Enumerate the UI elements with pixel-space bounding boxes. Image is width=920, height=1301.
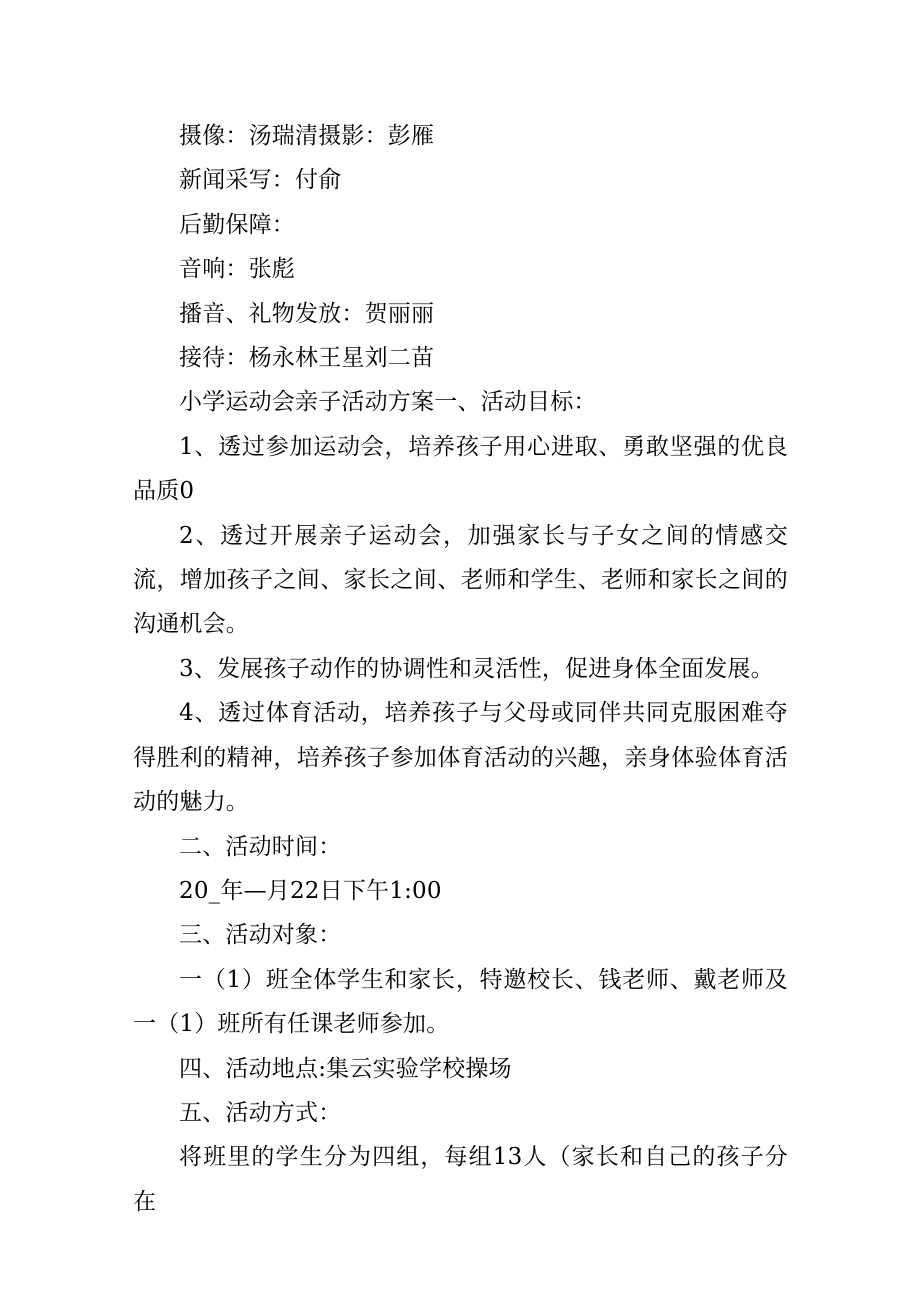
- paragraph-participants: 一（1）班全体学生和家长，特邀校长、钱老师、戴老师及一（1）班所有任课老师参加。: [133, 966, 788, 1038]
- paragraph-goal-2: 2、透过开展亲子运动会，加强家长与子女之间的情感交流，增加孩子之间、家长之间、老师和学生、老师和家长之间的沟通机会。: [133, 522, 788, 638]
- paragraph-participants-heading: 三、活动对象：: [179, 922, 342, 949]
- paragraph-method-heading: 五、活动方式：: [179, 1099, 342, 1126]
- paragraph-goal-4: 4、透过体育活动，培养孩子与父母或同伴共同克服困难夺得胜利的精神，培养孩子参加体育活动的兴趣，亲身体验体育活动的魅力。: [133, 700, 788, 816]
- document-body: [133, 114, 788, 1224]
- paragraph-method: 将班里的学生分为四组，每组13人（家长和自己的孩子分在: [133, 1144, 788, 1215]
- paragraph-audio: 音响：张彪: [179, 256, 295, 283]
- paragraph-news-writing: 新闻采写：付俞: [179, 167, 342, 194]
- paragraph-time: 20_年—月22日下午1:00: [179, 877, 442, 904]
- paragraph-logistics: 后勤保障：: [179, 211, 295, 238]
- paragraph-location: 四、活动地点:集云实验学校操场: [179, 1055, 512, 1082]
- paragraph-photography: 摄像：汤瑞清摄影：彭雁: [179, 123, 435, 149]
- paragraph-broadcast: 播音、礼物发放：贺丽丽: [179, 300, 435, 327]
- paragraph-goal-1: 1、透过参加运动会，培养孩子用心进取、勇敢坚强的优良品质0: [133, 433, 788, 505]
- paragraph-plan-goals: 小学运动会亲子活动方案一、活动目标：: [179, 389, 597, 416]
- paragraph-reception: 接待：杨永林王星刘二苗: [179, 345, 435, 372]
- paragraph-time-heading: 二、活动时间：: [179, 833, 342, 860]
- paragraph-goal-3: 3、发展孩子动作的协调性和灵活性，促进身体全面发展。: [179, 655, 774, 682]
